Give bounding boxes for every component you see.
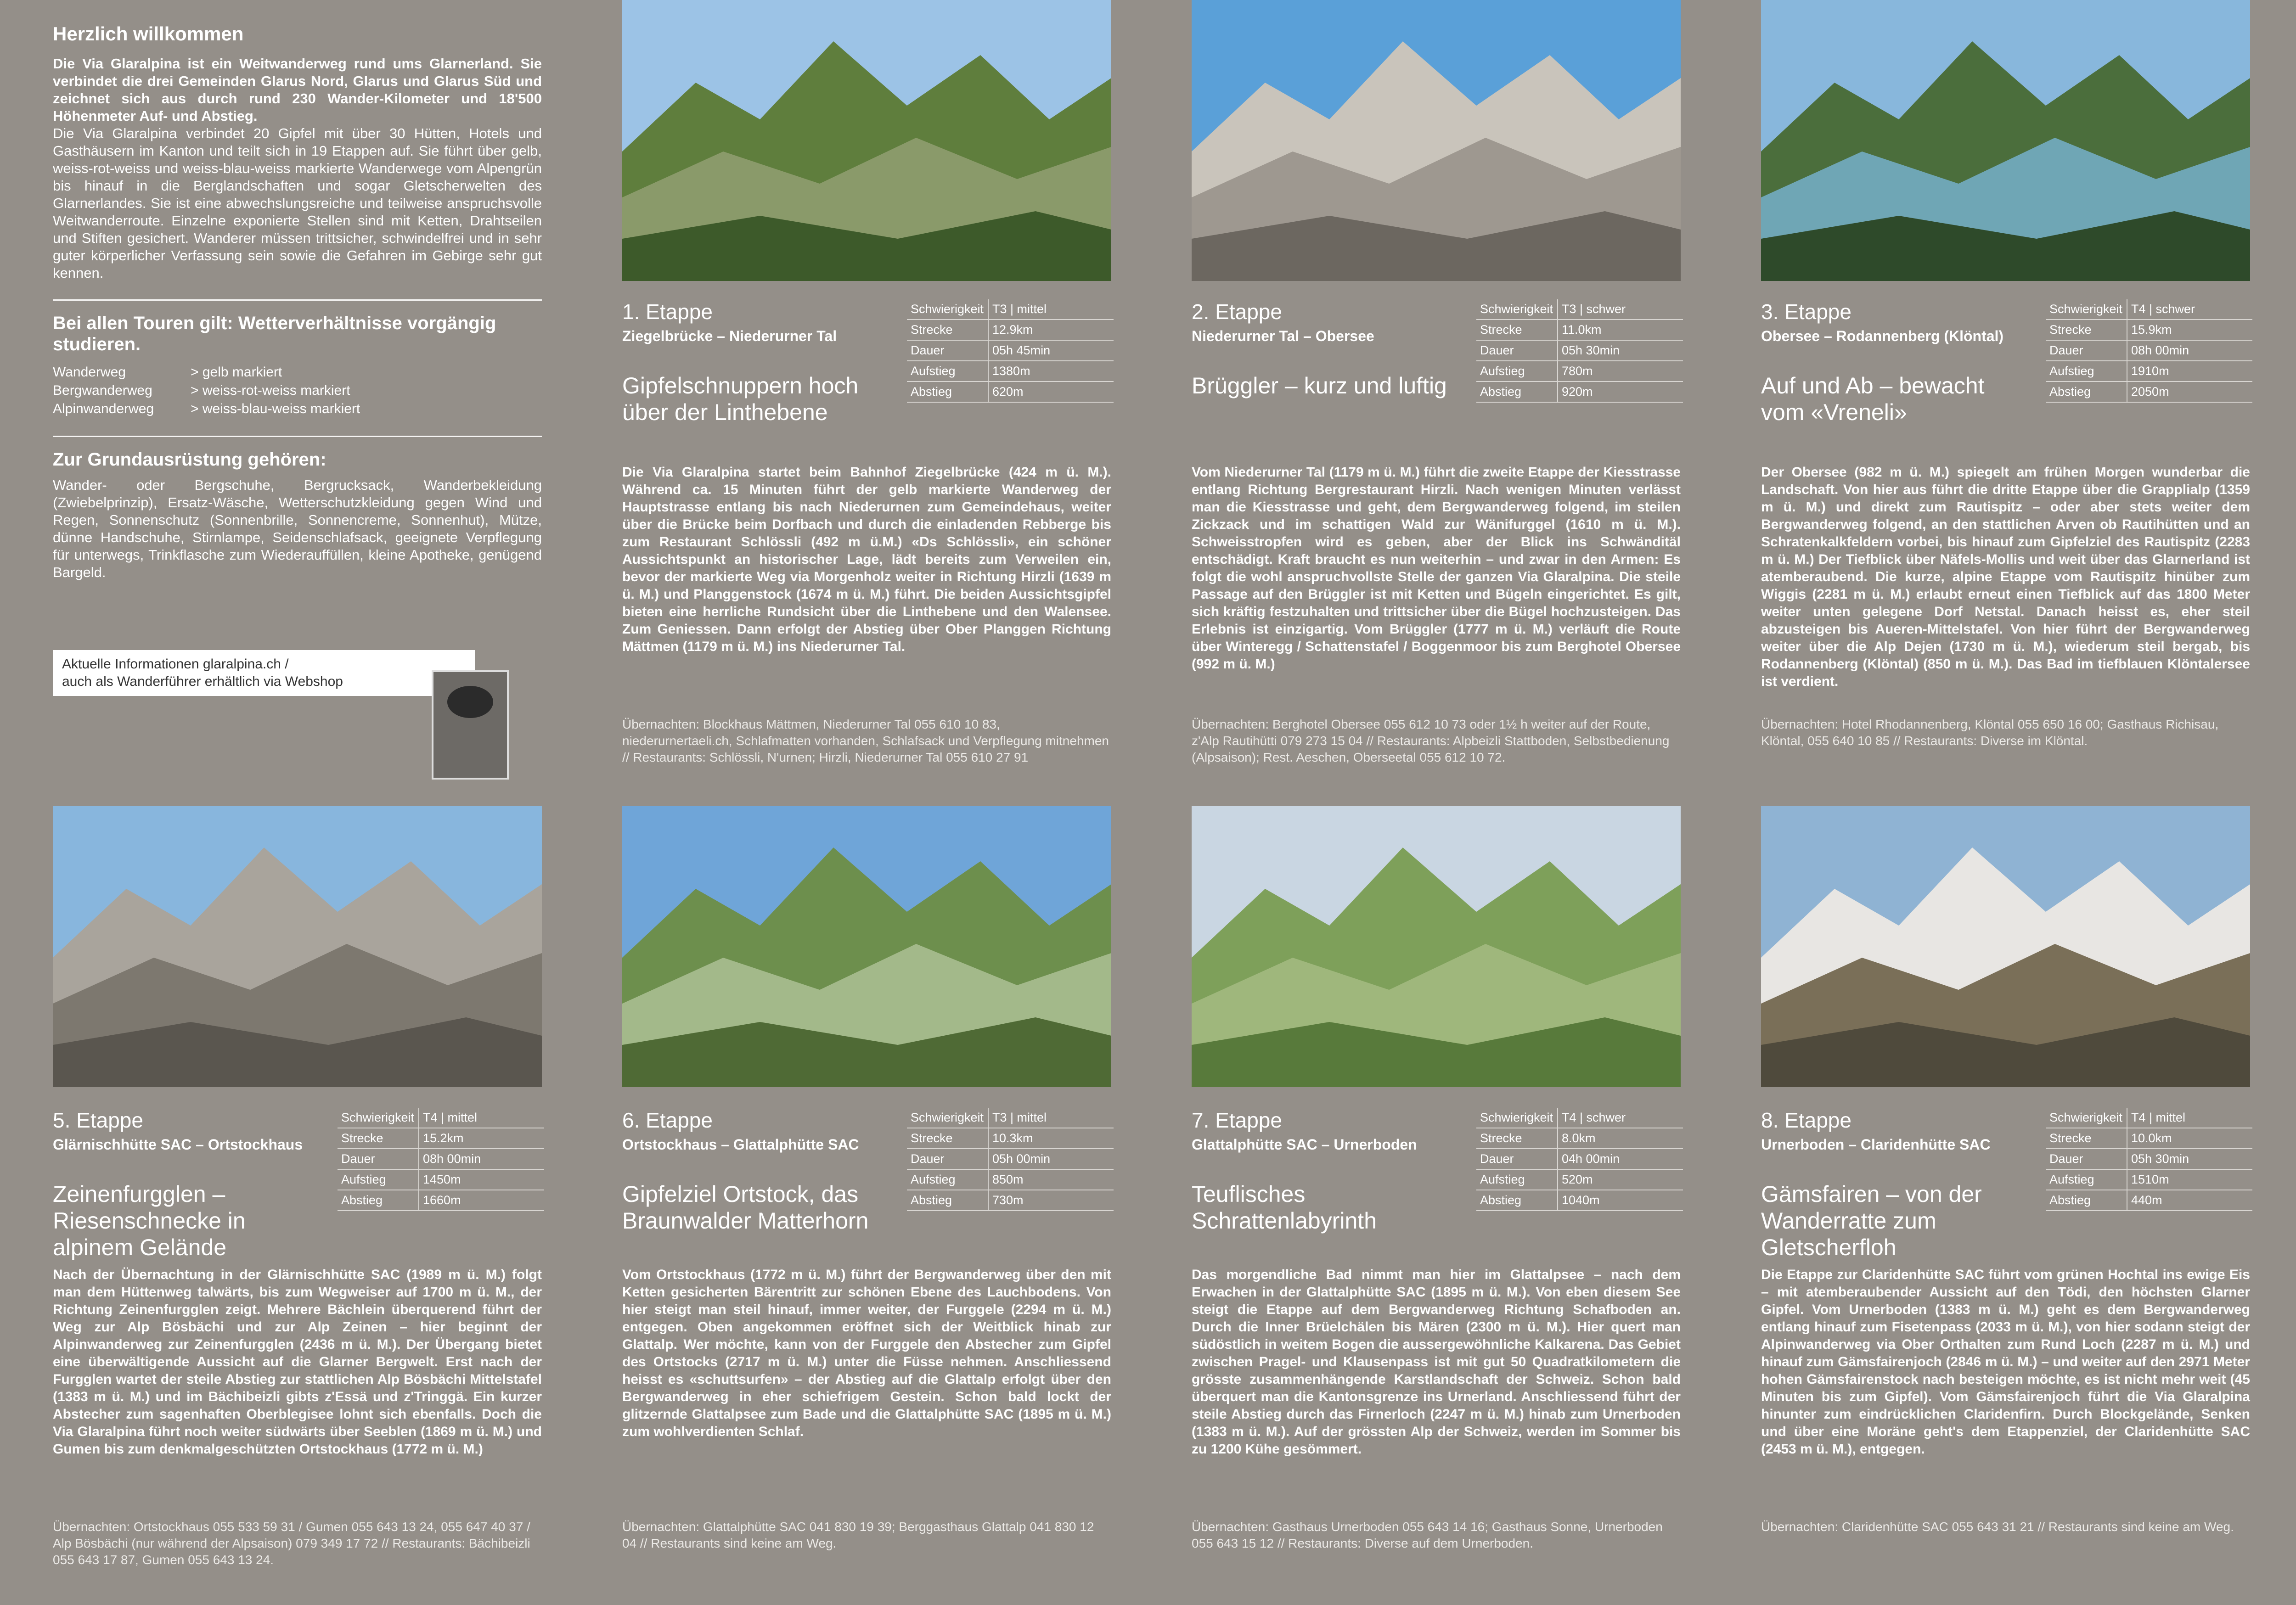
gear-text: Wander- oder Bergschuhe, Bergrucksack, Wanderbekleidung (Zwiebelprinzip), Ersatz-Wäsche, Wetterschutzkleidung gegen Wind und Regen, Sonnenschutz (Sonnenbrille, Sonnencreme, Sonnenhut), Mütze, dünne Handschuhe, Stirnlampe, Seidenschlafsack, geeignete Verpflegung für unterwegs, Trinkflasche zum Wiederauffüllen, kleine Apotheke, genügend Bargeld. [53,477,542,580]
difficulty-value: T4 | mittel [2127,1108,2252,1128]
ascent-value: 520m [1558,1169,1683,1190]
stage-description: Vom Niederurner Tal (1179 m ü. M.) führt die zweite Etappe der Kiesstrasse entlang Richtung Bergrestaurant Hirzli. Nach wenigen Minuten verlässt man die Kiesstrasse und geht, dem Bergwanderweg folgend, im steilen Zickzack und im schattigen Wald zur Wänifurggel (1610 m ü. M.). Schweisstropfen wird es geben, aber der Blick ins Schwänditäl entschädigt. Kraft braucht es nun weiterhin – und zwar in den Armen: Es folgt die wohl anspruchvollste Stelle der ganzen Via Glaralpina. Die steile Passage auf den Brüggler ist mit Ketten und Bügeln eingerichtet. Es gilt, sich kräftig festzuhalten und trittsicher über die Bügel hochzusteigen. Das Erlebnis ist einzigartig. Vom Brüggler (1777 m ü. M.) verläuft die Route über Winteregg / Schattenstafel / Boggenmoor bis zum Berghotel Obersee (992 m ü. M.) [1192,465,1681,672]
distance-label: Strecke [2046,320,2127,340]
stage-tagline: Brüggler – kurz und luftig [1192,373,1447,398]
stage-accommodation: Übernachten: Claridenhütte SAC 055 643 31 21 // Restaurants sind keine am Weg. [1761,1520,2234,1534]
duration-label: Dauer [1476,1149,1558,1169]
stage-description: Die Via Glaralpina startet beim Bahnhof Ziegelbrücke (424 m ü. M.). Während ca. 15 Minuten führt der gelb markierte Wanderweg der Hauptstrasse entlang bis nach Niederurnen zum Gemeindehaus, weiter über die Brücke beim Dorfbach und durch die einladenden Rebberge bis zum Restaurant Schlössli (492 m ü.M.) «Ds Schlössli», ein schöner Aussichtspunkt an historischer Lage, lädt bereits zum Verweilen ein, bevor der markierte Weg via Morgenholz weiter in Richtung Hirzli (1639 m ü. M.) und Planggenstock (1674 m ü. M.) führt. Die beiden Aussichtsgipfel bieten eine herrliche Rundsicht über die Linthebene und den Walensee. Zum Geniessen. Dann erfolgt der Abstieg über Ober Planggen Richtung Mättmen (1179 m ü. M.) ins Niederurner Tal. [622,465,1111,654]
distance-value: 15.2km [419,1128,544,1149]
duration-label: Dauer [1476,340,1558,361]
distance-value: 10.0km [2127,1128,2252,1149]
difficulty-value: T3 | mittel [988,299,1114,320]
distance-label: Strecke [1476,1128,1558,1149]
descent-value: 920m [1558,382,1683,402]
stage-accommodation: Übernachten: Ortstockhaus 055 533 59 31 / Gumen 055 643 13 24, 055 647 40 37 / Alp Bösbächi (nur während der Alpsaison) 079 349 17 72 // Restaurants: Bächibeizli 055 643 17 87, Gumen 055 643 13 24. [53,1520,530,1567]
stage-accommodation: Übernachten: Blockhaus Mättmen, Niederurner Tal 055 610 10 83, niederurnertaeli.ch, Schlafmatten vorhanden, Schlafsack und Verpflegung mitnehmen // Restaurants: Schlössli, N'urnen; Hirzli, Niederurner Tal 055 610 27 91 [622,717,1109,764]
stage-facts-table [2046,299,2252,403]
stage-route: Ziegelbrücke – Niederurner Tal [622,328,837,344]
ascent-label: Aufstieg [338,1169,419,1190]
duration-label: Dauer [338,1149,419,1169]
duration-label: Dauer [2046,340,2127,361]
ascent-label: Aufstieg [907,1169,988,1190]
difficulty-value: T4 | schwer [2127,299,2252,320]
stage-number: 1. Etappe [622,300,713,324]
descent-value: 620m [988,382,1114,402]
stage-facts-table [907,1108,1114,1211]
info-line-1: Aktuelle Informationen glaralpina.ch / [62,657,289,672]
duration-label: Dauer [907,1149,988,1169]
distance-value: 8.0km [1558,1128,1683,1149]
ascent-value: 850m [988,1169,1114,1190]
stage-route: Urnerboden – Claridenhütte SAC [1761,1136,1991,1153]
stage-facts-table [1476,1108,1683,1211]
stage-tagline: Gipfelziel Ortstock, das Braunwalder Matterhorn [622,1181,869,1234]
descent-label: Abstieg [338,1190,419,1211]
stage-header [53,1108,542,1261]
marking-row: Bergwanderweg > weiss-rot-weiss markiert [53,383,350,398]
descent-label: Abstieg [2046,382,2127,402]
stage-description: Vom Ortstockhaus (1772 m ü. M.) führt der Bergwanderweg über den mit Ketten gesicherten Bärentritt zur schönen Ebene des Lauchbodens. Von hier steigt man steil hinauf, immer weiter, der Furggele (2294 m ü. M.) entgegen. Oben angekommen eröffnet sich der Weitblick hinab zur Glattalp. Wer möchte, kann von der Furggele den Abstecher zum Gipfel des Ortstocks (2717 m ü. M.) unter die Füsse nehmen. Anschliessend heisst es «schuttsurfen» – der Abstieg auf die Glattalp erfolgt über den Bergwanderweg in eher schiefrigem Gestein. Schon bald lockt der glitzernde Glattalpsee zum Bade und die Glattalphütte SAC (1895 m ü. M.) zum wohlverdienten Schlaf. [622,1267,1111,1439]
stage-header [1761,1108,2250,1261]
stage-header [1192,299,1681,399]
stage-panel [0,802,569,1605]
distance-label: Strecke [2046,1128,2127,1149]
stage-panel [569,0,1139,802]
stage-photo [622,806,1111,1087]
distance-value: 15.9km [2127,320,2252,340]
stage-header [622,1108,1111,1234]
distance-label: Strecke [1476,320,1558,340]
duration-value: 08h 00min [2127,340,2252,361]
stage-accommodation: Übernachten: Berghotel Obersee 055 612 10 73 oder 1½ h weiter auf der Route, z'Alp Rautihütti 079 273 15 04 // Restaurants: Alpbeizli Stattboden, Selbstbedienung (Alpsaison); Rest. Aeschen, Oberseetal 055 612 10 72. [1192,717,1670,764]
stage-number: 8. Etappe [1761,1108,1851,1132]
difficulty-label: Schwierigkeit [2046,299,2127,320]
duration-label: Dauer [2046,1149,2127,1169]
difficulty-value: T4 | mittel [419,1108,544,1128]
stage-photo [1761,806,2250,1087]
duration-value: 04h 00min [1558,1149,1683,1169]
stage-facts-table [1476,299,1683,403]
stage-description: Das morgendliche Bad nimmt man hier im Glattalpsee – nach dem Erwachen in der Glattalphütte SAC (1895 m ü. M.). Von eben diesem See steigt die Etappe auf dem Bergwanderweg Richtung Schafboden an. Durch die Inner Brüelchälen bis Mären (2300 m ü. M.). Hier quert man südöstlich in weitem Bogen die aussergewöhnliche Kalkarena. Das Gebiet zwischen Pragel- und Klausenpass ist mit gut 50 Quadratkilometern die grösste zusammenhängende Karstlandschaft der Schweiz. Schon bald überquert man die Kantonsgrenze ins Urnerland. Anschliessend führt der steile Abstieg durch das Firnerloch (2247 m ü. M.) hinab zum Urnerboden (1383 m ü. M.). Auf der grössten Alp der Schweiz, werden im Sommer bis zu 1200 Kühe gesömmert. [1192,1267,1681,1457]
marking-row: Wanderweg > gelb markiert [53,365,282,380]
descent-value: 2050m [2127,382,2252,402]
stage-route: Obersee – Rodannenberg (Klöntal) [1761,328,2004,344]
ascent-label: Aufstieg [907,361,988,382]
welcome-paragraph-2: Die Via Glaralpina verbindet 20 Gipfel mit über 30 Hütten, Hotels und Gasthäusern im Kanton und teilt sich in 19 Etappen auf. Sie führt über gelb, weiss-rot-weiss und weiss-blau-weiss markierte Wanderwege vom Alpengrün bis hinauf in die Berglandschaften und sogar Gletscherwelten des Glarnerlandes. Sie ist eine abwechslungsreiche und teilweise anspruchsvolle Weitwanderroute. Einzelne exponierte Stellen sind mit Ketten, Drahtseilen und Stiften gesichert. Wanderer müssen trittsicher, schwindelfrei und in sehr guter körperlicher Verfassung sein sowie die Gefahren im Gebirge sehr gut kennen. [53,125,542,281]
stage-panel [1708,802,2278,1605]
difficulty-label: Schwierigkeit [1476,299,1558,320]
stage-number: 2. Etappe [1192,300,1282,324]
stage-panel [2278,0,2296,802]
duration-label: Dauer [907,340,988,361]
descent-label: Abstieg [907,1190,988,1211]
stage-route: Glärnischhütte SAC – Ortstockhaus [53,1136,303,1153]
glaralpina-logo-icon [447,686,493,718]
stage-route: Ortstockhaus – Glattalphütte SAC [622,1136,859,1153]
descent-value: 1040m [1558,1190,1683,1211]
guidebook-cover [432,670,509,780]
distance-value: 12.9km [988,320,1114,340]
trail-markings-list [53,363,542,418]
stage-panel [1139,0,1708,802]
difficulty-label: Schwierigkeit [1476,1108,1558,1128]
distance-label: Strecke [907,320,988,340]
stage-route: Niederurner Tal – Obersee [1192,328,1374,344]
stage-number: 5. Etappe [53,1108,143,1132]
stage-tagline: Teuflisches Schrattenlabyrinth [1192,1181,1377,1234]
difficulty-value: T3 | mittel [988,1108,1114,1128]
stage-facts-table [2046,1108,2252,1211]
duration-value: 05h 30min [1558,340,1683,361]
ascent-value: 1380m [988,361,1114,382]
weather-title: Bei allen Touren gilt: Wetterverhältnisse vorgängig studieren. [53,313,496,354]
stage-route: Glattalphütte SAC – Urnerboden [1192,1136,1417,1153]
gear-title: Zur Grundausrüstung gehören: [53,449,326,470]
stage-header [1761,299,2250,426]
ascent-value: 1910m [2127,361,2252,382]
distance-value: 11.0km [1558,320,1683,340]
stage-number: 7. Etappe [1192,1108,1282,1132]
descent-value: 440m [2127,1190,2252,1211]
ascent-label: Aufstieg [1476,361,1558,382]
stage-panel [1708,0,2278,802]
duration-value: 08h 00min [419,1149,544,1169]
stage-number: 3. Etappe [1761,300,1851,324]
ascent-value: 780m [1558,361,1683,382]
difficulty-label: Schwierigkeit [2046,1108,2127,1128]
stage-facts-table [907,299,1114,403]
stage-description: Nach der Übernachtung in der Glärnischhütte SAC (1989 m ü. M.) folgt man dem Hüttenweg talwärts, bis zum Wegweiser auf 1700 m ü. M., der Richtung Zeinenfurgglen zeigt. Mehrere Bächlein überquerend führt der Weg zur Alp Bösbächi und zur Alp Zeinen – hier beginnt der Alpinwanderweg zur Zeinenfurgglen (2436 m ü. M.). Der Übergang bietet eine überwältigende Aussicht auf die Glarner Bergwelt. Erst nach der Furgglen wartet der steile Abstieg zur stattlichen Alp Bösbächi Mittelstafel (1383 m ü. M.) und im Bächibeizli gibts z'Essä und z'Tringgä. Ein kurzer Abstecher zum sagenhaften Oberblegisee lohnt sich ebenfalls. Doch die Via Glaralpina führt noch weiter südwärts über Seeblen (1869 m ü. M.) und Gumen bis zum denkmalgeschützten Ortstockhaus (1772 m ü. M.) [53,1267,542,1457]
divider [53,299,542,301]
stage-facts-table [338,1108,544,1211]
stage-photo [1192,806,1681,1087]
difficulty-label: Schwierigkeit [907,1108,988,1128]
stage-accommodation: Übernachten: Gasthaus Urnerboden 055 643 14 16; Gasthaus Sonne, Urnerboden 055 643 15 12 // Restaurants: Diverse auf dem Urnerboden. [1192,1520,1663,1550]
stage-photo [1761,0,2250,281]
stage-photo [622,0,1111,281]
stage-tagline: Auf und Ab – bewacht vom «Vreneli» [1761,373,1985,425]
stage-number: 6. Etappe [622,1108,713,1132]
descent-label: Abstieg [907,382,988,402]
ascent-label: Aufstieg [1476,1169,1558,1190]
ascent-value: 1450m [419,1169,544,1190]
stage-photo [53,806,542,1087]
difficulty-value: T3 | schwer [1558,299,1683,320]
stage-header [1192,1108,1681,1234]
stage-description: Die Etappe zur Claridenhütte SAC führt vom grünen Hochtal ins ewige Eis – mit atemberaubender Aussicht auf den Tödi, den höchsten Glarner Gipfel. Vom Urnerboden (1383 m ü. M.) geht es dem Bergwanderweg entlang hinauf zum Fisetenpass (2033 m ü. M.), von hier sodann steigt der Alpinwanderweg via Ober Orthalten zum Rund Loch (2287 m ü. M.) und hinauf zum Gämsfairenjoch (2846 m ü. M.) – und weiter auf den 2971 Meter hohen Gämsfairenstock nach besteigen möchte, es ist nicht mehr weit (45 Minuten bis zum Gipfel). Vom Gämsfairenjoch führt die Via Glaralpina hinunter zum eindrücklichen Claridenfirn. Durch Blockgelände, Senken und über eine Moräne geht's dem Etappenziel, der Claridenhütte SAC (2453 m ü. M.), entgegen. [1761,1267,2250,1457]
stage-description: Der Obersee (982 m ü. M.) spiegelt am frühen Morgen wunderbar die Landschaft. Von hier aus führt die dritte Etappe über die Grapplialp (1359 m ü. M.) und direkt zum Rautispitz – oder aber stets weiter dem Bergwanderweg folgend, an den stattlichen Arven ob Rautihütten und an Schratenkalkfeldern vorbei, bis hinauf zum Gipfelziel des Rautispitz (2283 m ü. M.) Der Tiefblick über Näfels-Mollis und weit über das Glarnerland ist atemberaubend. Die kurze, alpine Etappe vom Rautispitz hinüber zum Wiggis (2281 m ü. M.) erlaubt erneut einen Tiefblick auf das 1800 Meter weiter unten gelegene Dorf Netstal. Danach heisst es, eher steil abzusteigen bis Aueren-Mittelstafel. Von hier führt der Bergwanderweg weiter über die Alp Dejen (1730 m ü. M.), wiederum steil bergab, bis Rodannenberg (Klöntal) (850 m ü. M.). Das Bad im tiefblauen Klöntalersee ist verdient. [1761,465,2250,689]
distance-value: 10.3km [988,1128,1114,1149]
descent-label: Abstieg [1476,1190,1558,1211]
descent-label: Abstieg [2046,1190,2127,1211]
duration-value: 05h 30min [2127,1149,2252,1169]
distance-label: Strecke [907,1128,988,1149]
difficulty-label: Schwierigkeit [338,1108,419,1128]
duration-value: 05h 45min [988,340,1114,361]
difficulty-label: Schwierigkeit [907,299,988,320]
welcome-title: Herzlich willkommen [53,23,244,45]
stage-tagline: Gipfelschnuppern hoch über der Linthebene [622,373,859,425]
descent-value: 730m [988,1190,1114,1211]
stage-tagline: Gämsfairen – von der Wanderratte zum Gletscherfloh [1761,1181,1982,1260]
stage-accommodation: Übernachten: Glattalphütte SAC 041 830 19 39; Berggasthaus Glattalp 041 830 12 04 // Restaurants sind keine am Weg. [622,1520,1094,1550]
descent-value: 1660m [419,1190,544,1211]
ascent-label: Aufstieg [2046,361,2127,382]
duration-value: 05h 00min [988,1149,1114,1169]
stage-photo [1192,0,1681,281]
ascent-value: 1510m [2127,1169,2252,1190]
stage-accommodation: Übernachten: Hotel Rhodannenberg, Klöntal 055 650 16 00; Gasthaus Richisau, Klöntal, 055 640 10 85 // Restaurants: Diverse im Klöntal. [1761,717,2219,748]
ascent-label: Aufstieg [2046,1169,2127,1190]
marking-row: Alpinwanderweg > weiss-blau-weiss markiert [53,401,360,416]
difficulty-value: T4 | schwer [1558,1108,1683,1128]
distance-label: Strecke [338,1128,419,1149]
divider [53,436,542,437]
info-line-2: auch als Wanderführer erhältlich via Webshop [62,674,343,689]
stage-tagline: Zeinenfurgglen – Riesenschnecke in alpinem Gelände [53,1181,246,1260]
stage-panel [2278,802,2296,1605]
stage-panel [1139,802,1708,1605]
descent-label: Abstieg [1476,382,1558,402]
stage-header [622,299,1111,426]
info-box[interactable] [53,650,475,696]
stage-panel [569,802,1139,1605]
welcome-paragraph-1: Die Via Glaralpina ist ein Weitwanderweg rund ums Glarnerland. Sie verbindet die drei Gemeinden Glarus Nord, Glarus und Glarus Süd und zeichnet sich aus durch rund 230 Wander-Kilometer und 18'500 Höhenmeter Auf- und Abstieg. [53,56,542,124]
